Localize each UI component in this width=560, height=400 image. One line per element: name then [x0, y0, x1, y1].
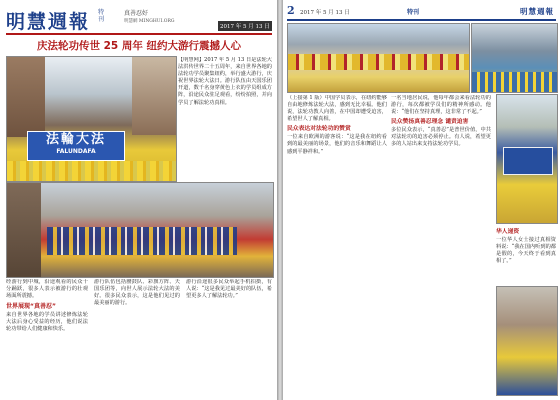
- section-subhead: 世界展现“真善忍”: [6, 303, 56, 311]
- marching-band: [47, 227, 237, 255]
- section-subhead: 民众赞扬真善忍理念 谴责迫害: [391, 119, 469, 126]
- masthead-slogan: 真善忍好: [124, 10, 149, 17]
- parade-photo-flags: [287, 23, 470, 93]
- section-subhead: 华人递资: [496, 229, 520, 235]
- article-column-3: 游行沿途很多民众举起手机拍摄，有人说：“这是我见过最美好的队伍，希望更多人了解法轮功。”: [186, 279, 272, 300]
- newspaper-page-1: [0, 0, 277, 400]
- article-text: 多位民众表示，“真善忍”是普世价值，中共对法轮功的迫害必须停止。有人说，希望更多的人站出来支持法轮功学员。: [391, 127, 491, 148]
- special-edition-label: 特刊: [407, 9, 420, 16]
- marchers-crowd: [472, 72, 557, 92]
- article-column-2: [391, 95, 491, 395]
- parade-photo-wide: [6, 182, 274, 278]
- article-text: 来自世界各地的学员讲述修炼法轮大法后身心受益的经历，他们说法轮功带给人们健康和快乐。: [6, 312, 88, 333]
- article-column-1: [287, 95, 387, 395]
- main-headline: 庆法轮功传世 25 周年 纽约大游行震撼人心: [36, 40, 242, 52]
- parade-photo-street: [496, 286, 558, 396]
- article-column-1: [6, 279, 88, 395]
- issue-date: 2017 年 5 月 13 日: [300, 10, 350, 16]
- article-text: 一位华人女士接过真相资料说：“我在国内听到的都是假的，今天终于看到真相了。”: [496, 237, 556, 265]
- banner-chinese-text: 法輪大法: [45, 132, 106, 147]
- parade-photo-sign: [496, 94, 558, 224]
- parade-photo-banner: [6, 56, 177, 182]
- page-number: 2: [287, 4, 295, 17]
- marchers-crowd: [7, 161, 176, 181]
- building-left: [7, 183, 41, 277]
- banner-english-text: FALUNDAFA: [56, 148, 96, 155]
- masthead-rule: [6, 33, 272, 35]
- section-subhead: 民众表达对法轮功的赞赏: [287, 126, 351, 133]
- header-rule: [287, 19, 556, 21]
- article-text: 一位来自欧洲的游客说：“这是我在纽约看到的最美丽的场景，他们的音乐和舞蹈让人感到平静祥和。”: [287, 134, 387, 155]
- newspaper-logo: 明慧週報: [6, 11, 91, 33]
- falun-dafa-banner: [27, 131, 125, 161]
- special-edition-label: 特刊: [98, 9, 105, 23]
- article-text: 经游行到中城，沿途观看的民众十分踊跃，很多人表示被游行的壮观场面所震撼。: [6, 279, 88, 300]
- newspaper-page-2: [283, 0, 560, 400]
- article-text: （上接第 1 版）中国学员表示，在纽约能够自由地修炼法轮大法，感到无比幸福。他们说，法轮功教人向善，在中国却遭受迫害，希望世人了解真相。: [287, 95, 387, 123]
- article-column-lead: 【明慧网】2017 年 5 月 13 日是法轮大法洪传世界二十五周年，来自世界各地的法轮功学员聚集纽约，举行盛大游行，庆祝世界法轮大法日。游行队伍由天国乐团开道，数千名身穿黄色上衣的学员组成方阵，沿途民众驻足观看，纷纷拍照，并向学员了解法轮功真相。: [178, 57, 272, 106]
- article-column-3: [496, 226, 556, 284]
- building-left: [7, 57, 45, 137]
- article-text: 一名当地居民说，他每年都会来看法轮功的游行，每次都被学员们的精神所感动。他说：“他们在坚持真理，这非常了不起。”: [391, 95, 491, 116]
- masthead: [6, 6, 272, 32]
- page-header: [287, 6, 556, 18]
- issue-date: 2017 年 5 月 13 日: [218, 21, 272, 31]
- newspaper-logo: 明慧週報: [520, 7, 554, 16]
- protest-sign: [503, 147, 553, 175]
- parade-photo-crowd: [471, 23, 558, 93]
- publisher-info: 明慧網 MINGHUI.ORG: [124, 19, 175, 24]
- article-column-2: 游行队伍包括腰鼓队、彩旗方阵、天国乐团等，向世人展示法轮大法的美好。很多民众表示，这是他们见过的最美丽的游行。: [94, 279, 180, 307]
- building-right: [132, 57, 176, 135]
- flag-procession: [288, 54, 469, 70]
